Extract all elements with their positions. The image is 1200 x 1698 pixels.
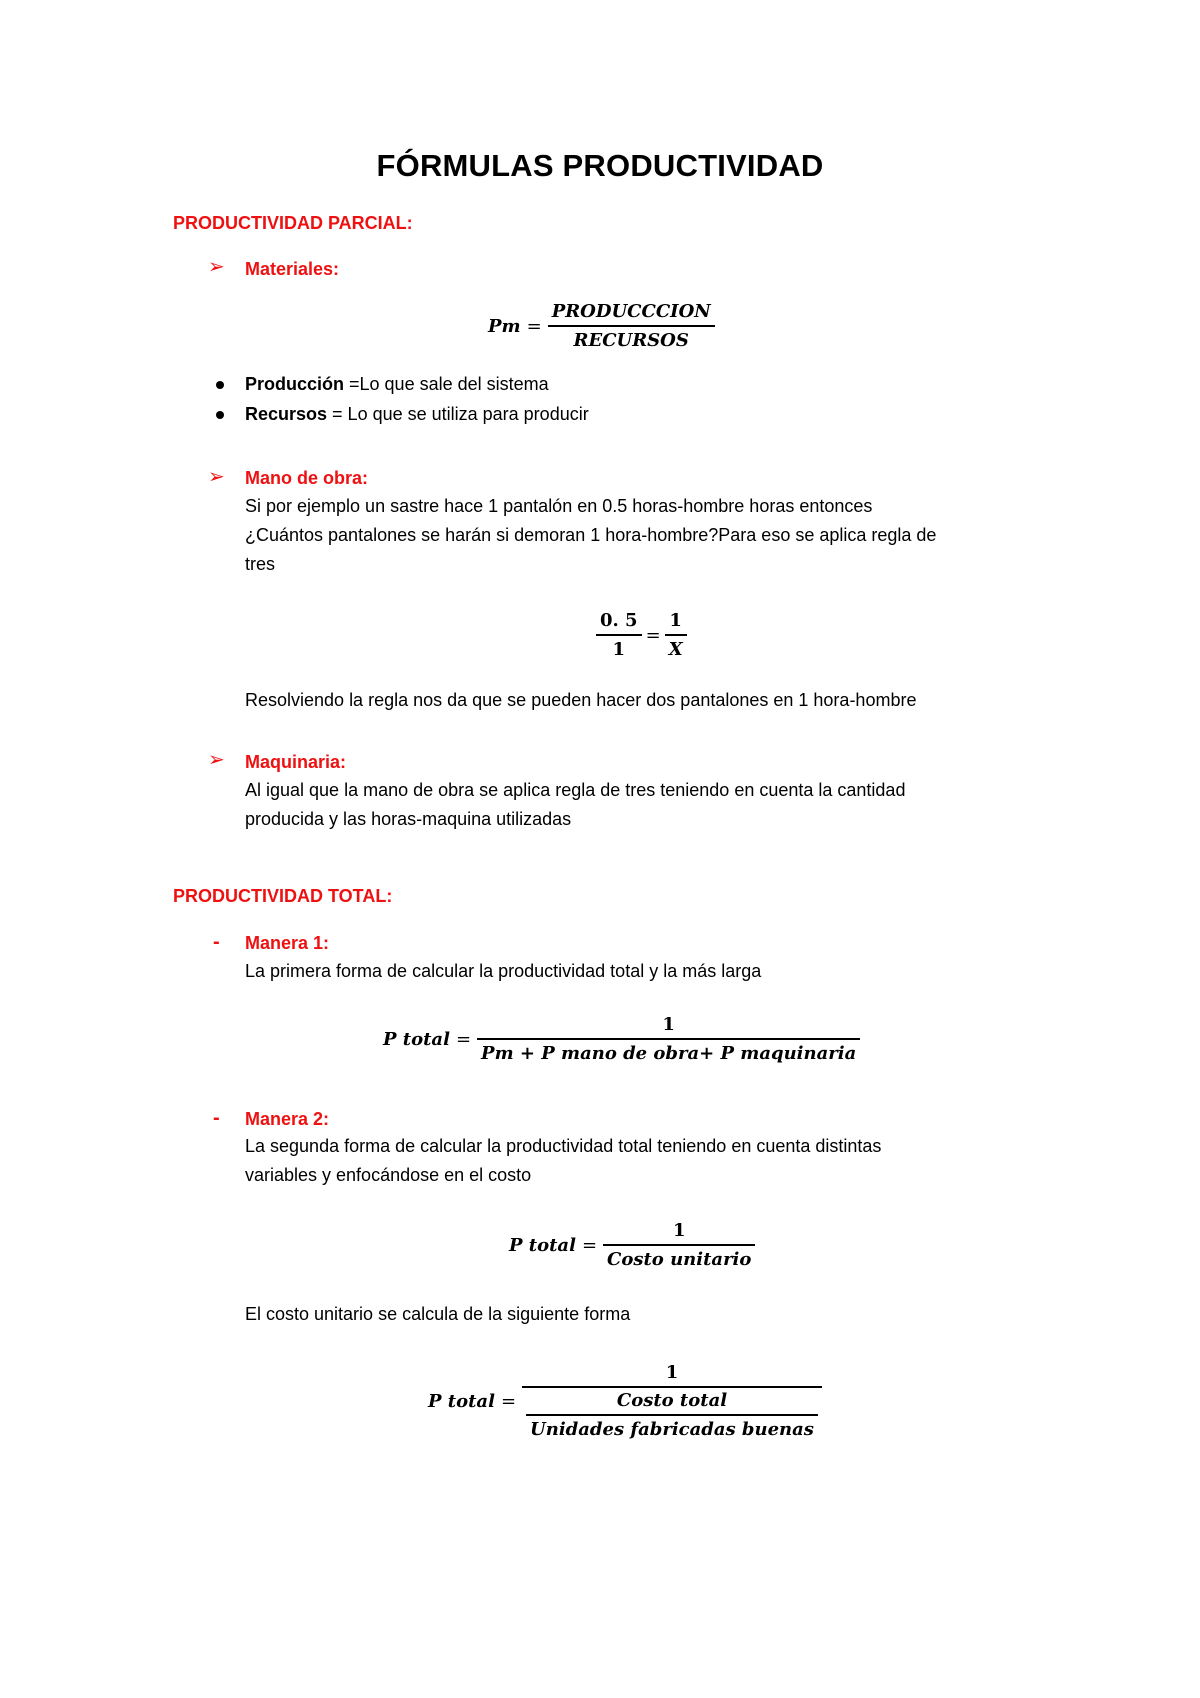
bullet-dot-icon <box>216 381 224 389</box>
subheading-maquinaria: Maquinaria: <box>245 752 347 772</box>
arrow-bullet-icon: ➢ <box>208 256 225 278</box>
fraction-numerator: 1 <box>662 1014 675 1035</box>
dash-bullet-icon: - <box>213 1107 220 1129</box>
fraction-numerator: PRODUCCCION <box>551 301 711 322</box>
bullet-definition: = Lo que se utiliza para producir <box>327 404 589 424</box>
formula-lhs: P total <box>428 1390 495 1412</box>
formula-p-total-2 <box>509 1220 755 1270</box>
mano-obra-text-3: tres <box>245 554 276 574</box>
formula-p-total-3 <box>428 1362 822 1440</box>
subheading-mano-de-obra: Mano de obra: <box>245 468 369 488</box>
fraction-denominator: RECURSOS <box>548 325 715 351</box>
maquinaria-text-1: Al igual que la mano de obra se aplica regla de tres teniendo en cuenta la cantidad <box>245 780 906 800</box>
fraction-denominator: Pm + P mano de obra+ P maquinaria <box>477 1038 860 1064</box>
nested-numerator: Costo total <box>616 1390 728 1411</box>
fraction <box>522 1362 822 1440</box>
arrow-bullet-icon: ➢ <box>208 749 225 771</box>
section-heading-total: PRODUCTIVIDAD TOTAL: <box>173 886 393 906</box>
fraction-numerator: 1 <box>669 610 682 631</box>
bullet-produccion <box>245 370 549 399</box>
fraction-left <box>596 610 642 660</box>
maquinaria-text-2: producida y las horas-maquina utilizadas <box>245 809 572 829</box>
fraction-right <box>665 610 687 660</box>
bullet-dot-icon <box>216 411 224 419</box>
manera-2-text-1: La segunda forma de calcular la productividad total teniendo en cuenta distintas <box>245 1136 882 1156</box>
fraction <box>603 1220 755 1270</box>
section-heading-parcial: PRODUCTIVIDAD PARCIAL: <box>173 213 413 233</box>
bullet-recursos <box>245 400 589 429</box>
subheading-manera-1: Manera 1: <box>245 933 330 953</box>
bullet-term: Recursos <box>245 404 328 424</box>
formula-regla-de-tres <box>596 610 687 660</box>
fraction-denominator: X <box>665 634 687 660</box>
formula-lhs: P total <box>509 1234 576 1256</box>
fraction <box>477 1014 860 1064</box>
mano-obra-result: Resolviendo la regla nos da que se pueden hacer dos pantalones en 1 hora-hombre <box>245 690 917 710</box>
mano-obra-text-1: Si por ejemplo un sastre hace 1 pantalón en 0.5 horas-hombre horas entonces <box>245 496 873 516</box>
subheading-materiales: Materiales: <box>245 259 340 279</box>
formula-equals: = <box>526 315 542 337</box>
costo-unitario-text: El costo unitario se calcula de la siguiente forma <box>245 1304 631 1324</box>
fraction-denominator: Costo unitario <box>603 1244 755 1270</box>
formula-equals: = <box>581 1234 598 1256</box>
manera-1-text: La primera forma de calcular la productividad total y la más larga <box>245 961 762 981</box>
mano-obra-text-2: ¿Cuántos pantalones se harán si demoran 1 hora-hombre?Para eso se aplica regla de <box>245 525 937 545</box>
formula-lhs: Pm <box>488 315 521 337</box>
subheading-manera-2: Manera 2: <box>245 1109 330 1129</box>
arrow-bullet-icon: ➢ <box>208 466 225 488</box>
formula-p-total-1 <box>383 1014 860 1064</box>
formula-equals: = <box>500 1390 517 1412</box>
fraction-denominator: 1 <box>596 634 642 660</box>
fraction-numerator: 1 <box>665 1362 679 1383</box>
fraction-denominator <box>522 1386 822 1440</box>
nested-denominator: Unidades fabricadas buenas <box>526 1414 818 1440</box>
fraction <box>548 301 715 351</box>
fraction-numerator: 1 <box>672 1220 686 1241</box>
formula-lhs: P total <box>383 1028 450 1050</box>
fraction-numerator: 0. 5 <box>600 610 638 631</box>
bullet-definition: =Lo que sale del sistema <box>344 374 549 394</box>
formula-equals: = <box>645 624 661 646</box>
page-title: FÓRMULAS PRODUCTIVIDAD <box>376 148 824 183</box>
dash-bullet-icon: - <box>213 931 220 953</box>
formula-equals: = <box>455 1028 472 1050</box>
manera-2-text-2: variables y enfocándose en el costo <box>245 1165 532 1185</box>
bullet-term: Producción <box>245 374 345 394</box>
formula-pm <box>488 301 715 351</box>
nested-fraction <box>526 1388 818 1440</box>
